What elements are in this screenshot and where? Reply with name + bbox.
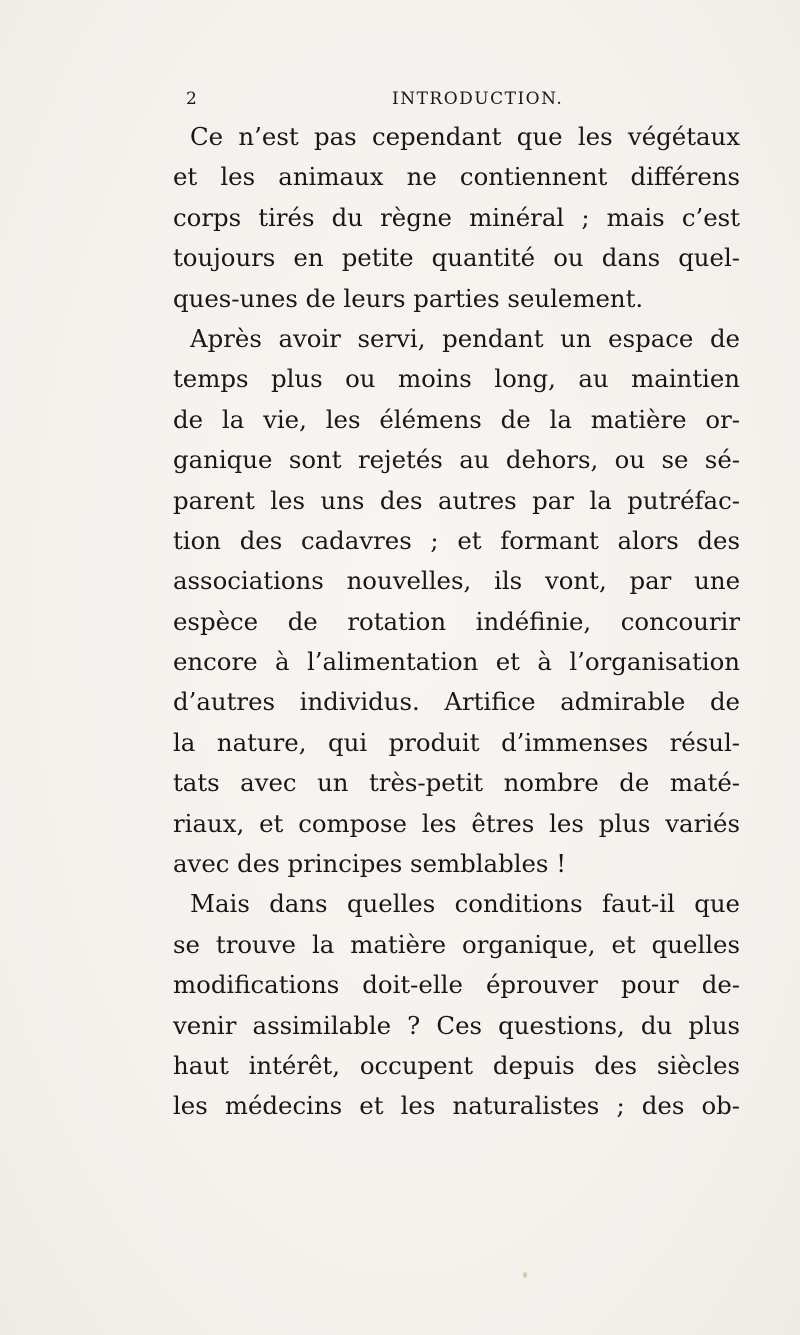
- text-line: riaux, et compose les êtres les plus variés: [173, 808, 740, 838]
- text-line: Mais dans quelles conditions faut-il que: [190, 889, 740, 919]
- running-head: [0, 84, 800, 114]
- text-line: Après avoir servi, pendant un espace de: [190, 323, 740, 353]
- text-line: espèce de rotation indéfinie, concourir: [173, 606, 740, 636]
- page-number: 2: [186, 89, 198, 109]
- text-line: tats avec un très-petit nombre de maté-: [173, 768, 740, 798]
- text-line: modifications doit-elle éprouver pour de-: [173, 970, 740, 1000]
- text-line: temps plus ou moins long, au maintien: [173, 364, 740, 394]
- text-line: et les animaux ne contiennent différens: [173, 162, 740, 192]
- text-line: de la vie, les élémens de la matière or-: [173, 404, 740, 434]
- text-line: se trouve la matière organique, et quelles: [173, 929, 740, 959]
- paper-blemish: [523, 1272, 527, 1278]
- body-text: [173, 117, 740, 1127]
- text-line: associations nouvelles, ils vont, par une: [173, 566, 740, 596]
- text-line: haut intérêt, occupent depuis des siècles: [173, 1050, 740, 1080]
- text-line: tion des cadavres ; et formant alors des: [173, 525, 740, 555]
- text-line: encore à l’alimentation et à l’organisation: [173, 647, 740, 677]
- text-line: parent les uns des autres par la putréfac-: [173, 485, 740, 515]
- text-line: venir assimilable ? Ces questions, du plus: [173, 1010, 740, 1040]
- text-line: ques-unes de leurs parties seulement.: [173, 283, 644, 313]
- text-line: d’autres individus. Artifice admirable de: [173, 687, 740, 717]
- text-line: avec des principes semblables !: [173, 849, 567, 879]
- text-line: les médecins et les naturalistes ; des ob-: [173, 1091, 740, 1121]
- text-line: toujours en petite quantité ou dans quel-: [173, 243, 740, 273]
- text-line: la nature, qui produit d’immenses résul-: [173, 727, 740, 757]
- text-line: ganique sont rejetés au dehors, ou se sé-: [173, 445, 740, 475]
- text-line: corps tirés du règne minéral ; mais c’est: [173, 202, 740, 232]
- text-line: Ce n’est pas cependant que les végétaux: [190, 122, 740, 151]
- running-head-title: INTRODUCTION.: [392, 89, 564, 109]
